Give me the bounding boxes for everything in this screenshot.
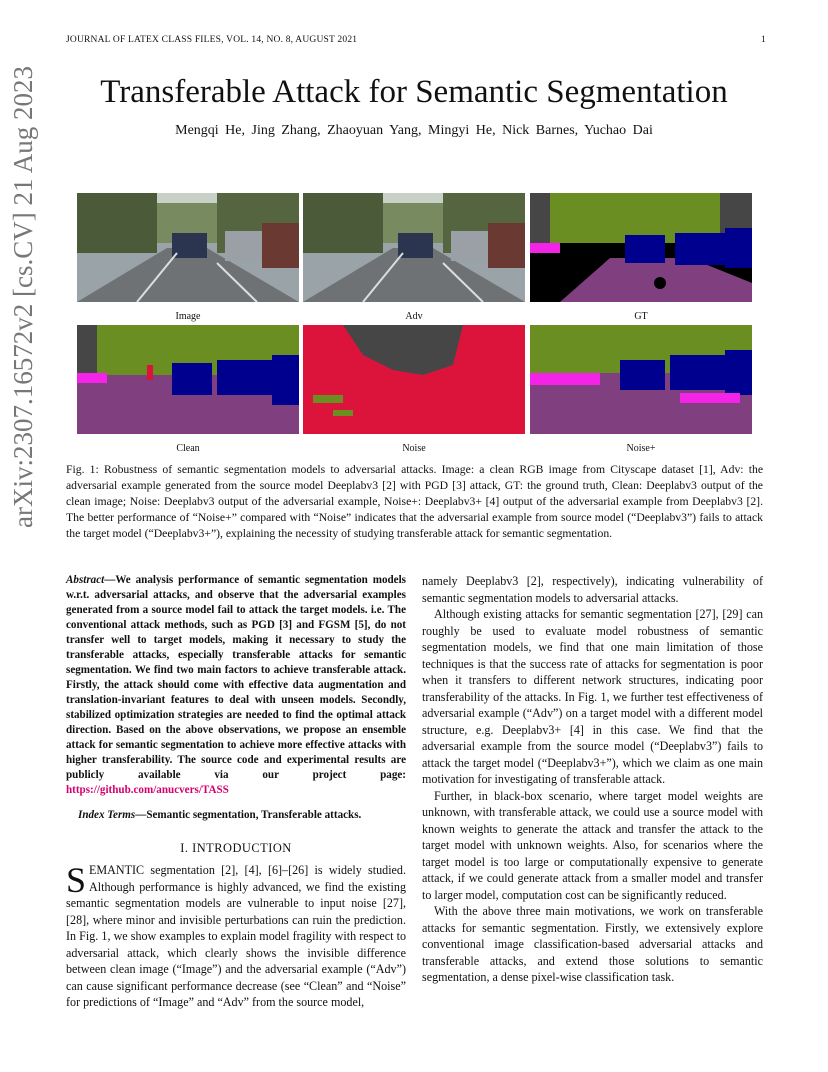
left-column xyxy=(66,573,406,1011)
running-header xyxy=(66,35,766,45)
journal-name: JOURNAL OF LATEX CLASS FILES, VOL. 14, NO. 8, AUGUST 2021 xyxy=(66,35,358,45)
right-column xyxy=(422,573,763,986)
project-link[interactable]: https://github.com/anucvers/TASS xyxy=(66,784,229,796)
noise-segmentation xyxy=(303,325,525,434)
caption-gt: GT xyxy=(634,311,648,322)
index-terms-label: Index Terms xyxy=(78,809,136,821)
section-heading: I. INTRODUCTION xyxy=(180,840,292,855)
figure-caption: Fig. 1: Robustness of semantic segmentation models to adversarial attacks. Image: a clean RGB image from Cityscape dataset [1], Adv: the adversarial example generated from the source model Deeplabv3 [2] with PGD [3] attack, GT: the ground truth, Clean: Deeplabv3 output of the clean image; Noise: Deeplabv3 output of the adversarial example, Noise+: Deeplabv3+ [4] output of the adversarial example from Deeplabv3 [2]. The better performance of “Noise+” compared with “Noise” indicates that the adversarial example from source model (“Deeplabv3”) fails to attack the target model (“Deeplabv3+”), explaining the necessity of studying transferable attack for semantic segmentation. xyxy=(66,463,763,540)
page-number: 1 xyxy=(761,35,766,45)
caption-image: Image xyxy=(175,311,201,322)
index-terms-text: —Semantic segmentation, Transferable attacks. xyxy=(135,809,362,821)
paragraph: Although existing attacks for semantic segmentation [27], [29] can roughly be used to evaluate model robustness of semantic segmentation models, we find that one main limitation of those techniques is that the success rate of attacks for segmentation is poor when it transfers to different network structures, indicating poor transferability of the attacks. In Fig. 1, we further test effectiveness of adversarial example (“Adv”) on a target model with a different model structure, e.g. Deeplabv3+ [4] in this case. We find that the adversarial example from the source model (“Deeplabv3”) fails to attack the target model (“Deeplabv3+”), which we claim as one main motivation for investigating of transferable attack. xyxy=(422,607,763,786)
author: Nick Barnes, xyxy=(502,123,579,138)
author-list xyxy=(0,123,828,139)
caption-noise-plus: Noise+ xyxy=(626,443,656,454)
caption-noise: Noise xyxy=(402,443,426,454)
intro-text: EMANTIC segmentation [2], [4], [6]–[26] is widely studied. Although performance is highly advanced, we find the existing semantic segmentation models are vulnerable to input noise [27], [28], where minor and invisible perturbations can ruin the prediction. In Fig. 1, we show examples to explain model fragility with respect to adversarial attack, which clearly shows the invisible difference between clean image (“Image”) and the adversarial example (“Adv”) can cause significant performance decrease (see “Clean” and “Noise” for predictions of “Image” and “Adv” from the source model, xyxy=(66,863,406,1009)
dropcap: S xyxy=(66,860,87,900)
abstract-label: Abstract xyxy=(66,574,105,586)
image-street-photo xyxy=(77,193,299,302)
paragraph: With the above three main motivations, we work on transferable attacks for semantic segmentation. Firstly, we extensively explore conventional image classification-based adversarial attacks and transferable attacks, and extend those solutions to semantic segmentation, a dense pixel-wise classification task. xyxy=(422,904,763,984)
abstract xyxy=(66,573,406,798)
intro-paragraph xyxy=(66,862,406,1011)
arxiv-watermark: arXiv:2307.16572v2 [cs.CV] 21 Aug 2023 xyxy=(8,66,38,528)
gt-segmentation xyxy=(530,193,752,302)
adv-street-photo xyxy=(303,193,525,302)
caption-adv: Adv xyxy=(405,311,423,322)
noise-plus-segmentation xyxy=(530,325,752,434)
paper-title: Transferable Attack for Semantic Segmentation xyxy=(100,74,728,110)
author: Yuchao Dai xyxy=(584,123,653,138)
paragraph: namely Deeplabv3 [2], respectively), indicating vulnerability of semantic segmentation models to adversarial attacks. xyxy=(422,574,763,605)
index-terms xyxy=(66,807,406,824)
author: Mingyi He, xyxy=(428,123,496,138)
author: Mengqi He, xyxy=(175,123,246,138)
caption-clean: Clean xyxy=(176,443,200,454)
paragraph: Further, in black-box scenario, where target model weights are unknown, with transferable attack, we could use a source model with known weights to generate the attack and transfer the attack to the target model with unknown weights. Also, for scenarios where the target model is too large or computationally expensive to generate attack, if we could generate attack from a smaller model and transfer to larger model, computation cost can be significantly reduced. xyxy=(422,788,763,902)
abstract-text: —We analysis performance of semantic segmentation models w.r.t. adversarial attacks, and observe that the adversarial examples generated from a source model fail to attack the target models. i.e. The conventional attack methods, such as PGD [3] and FGSM [5], do not transfer well to target models, making it necessary to study the transferable attacks, especially transferable attacks for semantic segmentation. We find two main factors to achieve transferable attack. Firstly, the attack should come with effective data augmentation and translation-invariant features to deal with unseen models. Secondly, stabilized optimization strategies are needed to find the optimal attack direction. Based on the above observations, we propose an ensemble attack for semantic segmentation to achieve more effective attacks with higher transferability. The source code and experimental results are publicly available via our project page: xyxy=(66,574,406,781)
clean-segmentation xyxy=(77,325,299,434)
author: Zhaoyuan Yang, xyxy=(327,123,422,138)
author: Jing Zhang, xyxy=(251,123,321,138)
